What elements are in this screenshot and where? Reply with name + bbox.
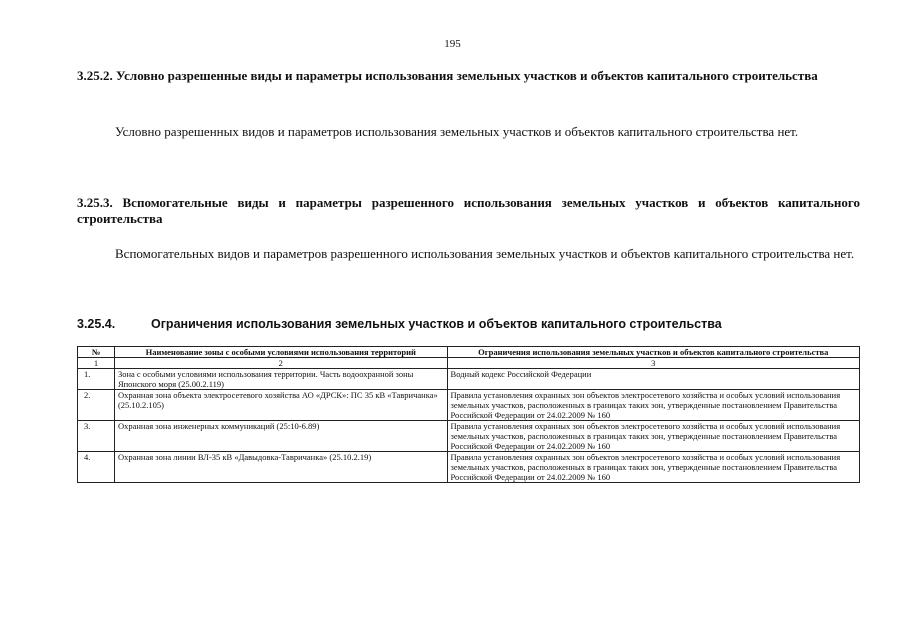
zone-name: Охранная зона объекта электросетевого хозяйства АО «ДРСК»: ПС 35 кВ «Тавричанка» (25.10.2.105) (114, 390, 447, 421)
table-row (78, 421, 860, 452)
header-restriction: Ограничения использования земельных участков и объектов капитального строительства (447, 347, 859, 358)
section-heading-3-25-4 (77, 316, 860, 332)
restriction-text: Правила установления охранных зон объектов электросетевого хозяйства и особых условий использования земельных участков, расположенных в границах таких зон, утвержденные постановлением Правительства Российской Федерации от 24.02.2009 № 160 (447, 390, 859, 421)
row-number: 4. (78, 452, 115, 483)
zone-name: Охранная зона линии ВЛ-35 кВ «Давыдовка-Тавричанка» (25.10.2.19) (114, 452, 447, 483)
restriction-text: Правила установления охранных зон объектов электросетевого хозяйства и особых условий использования земельных участков, расположенных в границах таких зон, утвержденные постановлением Правительства Российской Федерации от 24.02.2009 № 160 (447, 452, 859, 483)
index-cell: 3 (447, 358, 859, 369)
row-number: 1. (78, 369, 115, 390)
page-number: 195 (444, 38, 461, 50)
section-number: 3.25.4. (77, 317, 116, 331)
restriction-text: Водный кодекс Российской Федерации (447, 369, 859, 390)
row-number: 3. (78, 421, 115, 452)
zone-name: Зона с особыми условиями использования территории. Часть водоохранной зоны Японского моря (25.00.2.119) (114, 369, 447, 390)
header-number: № (78, 347, 115, 358)
zone-name: Охранная зона инженерных коммуникаций (25:10-6.89) (114, 421, 447, 452)
section-text-3-25-2: Условно разрешенных видов и параметров использования земельных участков и объектов капитального строительства нет. (115, 124, 799, 139)
index-cell: 1 (78, 358, 115, 369)
header-zone: Наименование зоны с особыми условиями использования территорий (114, 347, 447, 358)
section-heading-3-25-3: 3.25.3. Вспомогательные виды и параметры разрешенного использования земельных участков и объектов капитального строительства (77, 195, 860, 226)
restrictions-table (77, 346, 860, 483)
section-heading-3-25-2: 3.25.2. Условно разрешенные виды и параметры использования земельных участков и объектов капитального строительства (77, 68, 818, 83)
table-row (78, 369, 860, 390)
table-header-row (78, 347, 860, 358)
table-row (78, 390, 860, 421)
table-index-row (78, 358, 860, 369)
row-number: 2. (78, 390, 115, 421)
section-title: Ограничения использования земельных участков и объектов капитального строительства (151, 317, 722, 331)
section-text-3-25-3: Вспомогательных видов и параметров разрешенного использования земельных участков и объектов капитального строительства нет. (115, 246, 855, 261)
index-cell: 2 (114, 358, 447, 369)
table-row (78, 452, 860, 483)
restriction-text: Правила установления охранных зон объектов электросетевого хозяйства и особых условий использования земельных участков, расположенных в границах таких зон, утвержденные постановлением Правительства Российской Федерации от 24.02.2009 № 160 (447, 421, 859, 452)
